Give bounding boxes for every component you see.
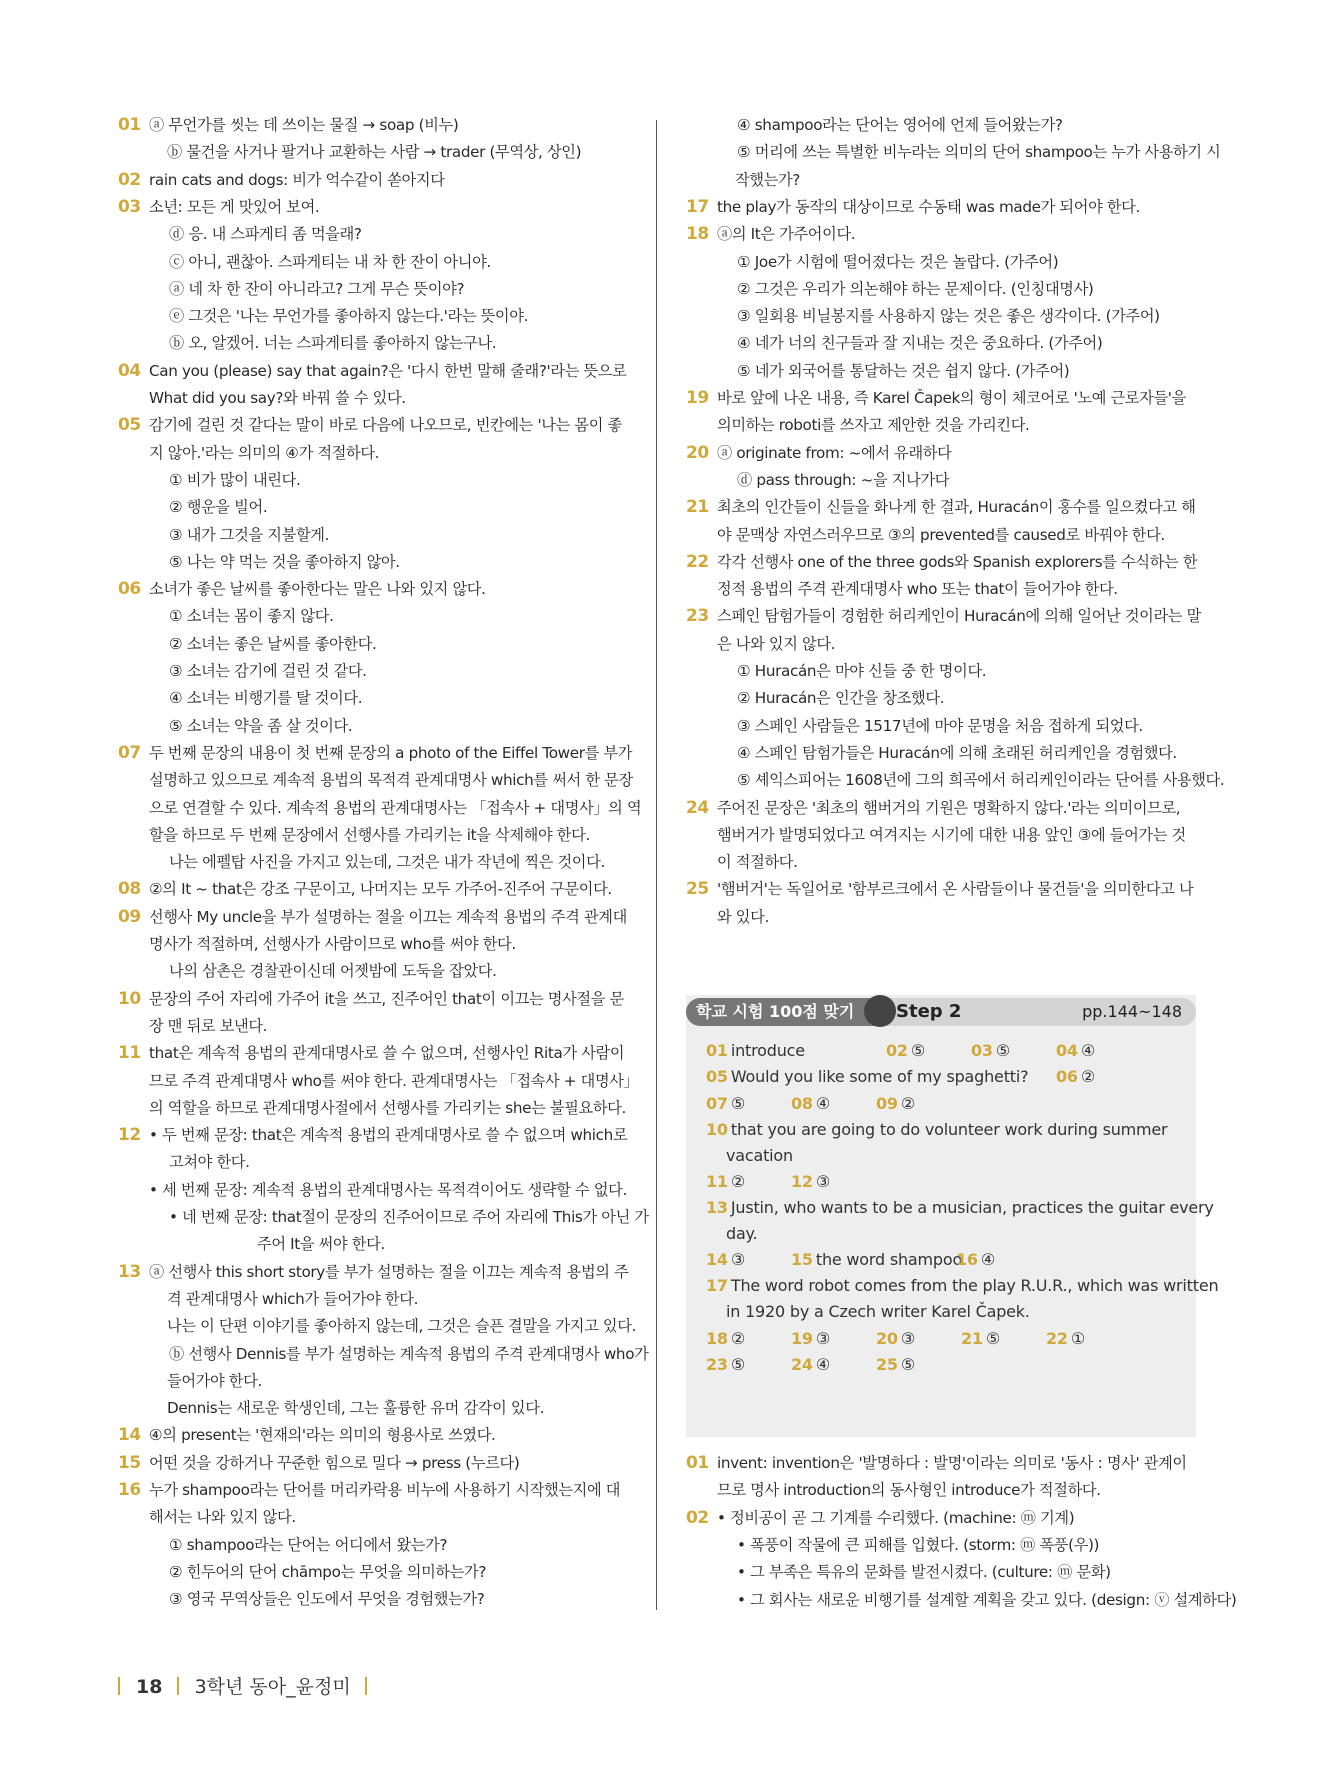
item-text: rain cats and dogs: 비가 억수같이 쏟아지다 (149, 170, 445, 189)
answer-value: ④ (815, 1355, 831, 1374)
item-text: ④ 스페인 탐험가들은 Huracán에 의해 초래된 허리케인을 경험했다. (737, 743, 1177, 762)
answer-value: Justin, who wants to be a musician, practices the guitar every (730, 1198, 1214, 1217)
item-number: 18 (686, 224, 709, 245)
item-number: 09 (118, 906, 141, 927)
item-text: 햄버거가 발명되었다고 여겨지는 시기에 대한 내용 앞인 ③에 들어가는 것 (717, 825, 1186, 844)
item-number: 12 (118, 1125, 141, 1146)
item-text: Can you (please) say that again?은 '다시 한번 말해 줄래?'라는 뜻으로 (149, 361, 627, 380)
item-text: 와 있다. (717, 907, 769, 926)
answer-01 (706, 1037, 805, 1065)
answer-box-tab-dot (864, 995, 896, 1027)
answer-06 (1056, 1063, 1095, 1091)
item-number: 15 (118, 1452, 141, 1473)
item-number: 11 (118, 1043, 141, 1064)
answer-value: ④ (1080, 1041, 1096, 1060)
answer-value: The word robot comes from the play R.U.R., which was written (730, 1276, 1219, 1295)
answer-number: 11 (706, 1172, 728, 1191)
item-text: ① Joe가 시험에 떨어졌다는 것은 놀랍다. (가주어) (737, 252, 1059, 271)
answer-05 (706, 1063, 1028, 1091)
item-number: 07 (118, 742, 141, 763)
answer-number: 03 (971, 1041, 993, 1060)
item-text: 선행사 My uncle을 부가 설명하는 절을 이끄는 계속적 용법의 주격 관계대 (149, 907, 627, 926)
item-text: 바로 앞에 나온 내용, 즉 Karel Čapek의 형이 체코어로 '노예 근로자들'을 (717, 389, 1186, 407)
item-text: 므로 명사 introduction의 동사형인 introduce가 적절하다. (717, 1481, 1101, 1500)
item-text: 주어진 문장은 '최초의 햄버거의 기원은 명확하지 않다.'라는 의미이므로, (717, 798, 1181, 817)
item-text: ③ 내가 그것을 지불할게. (169, 525, 330, 544)
answer-number: 06 (1056, 1067, 1078, 1086)
answer-number: 21 (961, 1329, 983, 1348)
answer-number: 15 (791, 1250, 813, 1269)
answer-value: ④ (815, 1094, 831, 1113)
item-text: 나의 삼촌은 경찰관이신데 어젯밤에 도둑을 잡았다. (169, 962, 497, 981)
item-text: 으로 연결할 수 있다. 계속적 용법의 관계대명사는 「접속사 + 대명사」의 역 (149, 798, 642, 817)
answer-number: 18 (706, 1329, 728, 1348)
item-text: ① 비가 많이 내린다. (169, 470, 301, 489)
item-number: 01 (686, 1453, 709, 1473)
answer-value: ② (900, 1094, 916, 1113)
item-text: 해서는 나와 있지 않다. (149, 1508, 296, 1527)
item-text: 소녀가 좋은 날씨를 좋아한다는 말은 나와 있지 않다. (149, 580, 486, 599)
answer-continuation (726, 1298, 1030, 1326)
answer-value: ⑤ (730, 1094, 746, 1113)
answer-box-tab-label: 학교 시험 100점 맞기 (686, 998, 876, 1026)
item-text: ⓓ pass through: ~을 지나가다 (737, 470, 950, 489)
answer-number: 08 (791, 1094, 813, 1113)
answer-value: in 1920 by a Czech writer Karel Čapek. (726, 1302, 1030, 1321)
answer-value: that you are going to do volunteer work during summer (730, 1120, 1168, 1139)
item-text: 이 적절하다. (717, 853, 798, 872)
item-text: ②의 It ~ that은 강조 구문이고, 나머지는 모두 가주어-진주어 구문이다. (149, 880, 612, 899)
item-number: 24 (686, 797, 709, 818)
answer-07 (706, 1090, 745, 1118)
answer-10 (706, 1116, 1167, 1144)
item-text: 스페인 탐험가들이 경험한 허리케인이 Huracán에 의해 일어난 것이라는 말 (717, 607, 1201, 626)
item-text: ⑤ 머리에 쓰는 특별한 비누라는 의미의 단어 shampoo는 누가 사용하기 시 (737, 143, 1221, 162)
item-text: • 폭풍이 작물에 큰 피해를 입혔다. (storm: ⓜ 폭풍(우)) (737, 1535, 1100, 1554)
answer-value: ⑤ (985, 1329, 1001, 1348)
item-number: 04 (118, 360, 141, 381)
column-divider (656, 120, 657, 1610)
answer-box (686, 995, 1219, 1437)
item-number: 19 (686, 388, 709, 408)
answer-value: ⑤ (730, 1355, 746, 1374)
answer-20 (876, 1325, 915, 1353)
item-number: 23 (686, 606, 709, 627)
item-text: 할을 하므로 두 번째 문장에서 선행사를 가리키는 it을 삭제해야 한다. (149, 825, 590, 844)
item-text: ① Huracán은 마야 신들 중 한 명이다. (737, 662, 987, 680)
answer-17 (706, 1272, 1218, 1300)
item-text: ④ 소녀는 비행기를 탈 것이다. (169, 689, 363, 708)
page-number: 18 (136, 1676, 163, 1698)
item-text: 지 않아.'라는 의미의 ④가 적절하다. (149, 443, 380, 462)
item-number: 06 (118, 579, 141, 600)
item-text: ⓐ 무언가를 씻는 데 쓰이는 물질 → soap (비누) (149, 116, 459, 134)
item-text: ⓑ 선행사 Dennis를 부가 설명하는 계속적 용법의 주격 관계대명사 who가 (169, 1344, 649, 1363)
item-text: ⓔ 그것은 '나는 무언가를 좋아하지 않는다.'라는 뜻이야. (169, 307, 529, 326)
item-text: ⓒ 아니, 괜찮아. 스파게티는 내 차 한 잔이 아니야. (169, 252, 491, 271)
item-text: • 정비공이 곧 그 기계를 수리했다. (machine: ⓜ 기계) (717, 1508, 1075, 1527)
answer-number: 23 (706, 1355, 728, 1374)
item-text: ② 그것은 우리가 의논해야 하는 문제이다. (인칭대명사) (737, 279, 1094, 298)
item-text: • 그 회사는 새로운 비행기를 설계할 계획을 갖고 있다. (design: ⓥ 설계하다) (737, 1590, 1237, 1609)
answer-number: 24 (791, 1355, 813, 1374)
item-number: 14 (118, 1425, 141, 1446)
answer-number: 17 (706, 1276, 728, 1295)
answer-03 (971, 1037, 1010, 1065)
item-text: • 네 번째 문장: that절이 문장의 진주어이므로 주어 자리에 This가 아닌 가 (169, 1208, 649, 1226)
answer-value: ③ (730, 1250, 746, 1269)
item-text: 주어 It을 써야 한다. (257, 1235, 385, 1254)
answer-19 (791, 1325, 830, 1353)
book-title: 3학년 동아_윤정미 (194, 1676, 351, 1698)
item-text: ③ 소녀는 감기에 걸린 것 같다. (169, 662, 367, 680)
item-text: ⓓ 응. 내 스파게티 좀 먹을래? (169, 225, 362, 244)
item-number: 20 (686, 442, 709, 463)
answer-16 (956, 1246, 995, 1274)
item-text: ⓐ 선행사 this short story를 부가 설명하는 절을 이끄는 계속적 용법의 주 (149, 1262, 629, 1281)
item-text: ④ shampoo라는 단어는 영어에 언제 들어왔는가? (737, 116, 1063, 134)
item-text: invent: invention은 '발명하다 : 발명'이라는 의미로 '동사 : 명사' 관계이 (717, 1454, 1187, 1472)
item-text: 두 번째 문장의 내용이 첫 번째 문장의 a photo of the Eiffel Tower를 부가 (149, 743, 633, 762)
page-footer (118, 1672, 367, 1699)
answer-value: vacation (726, 1146, 793, 1165)
answer-number: 19 (791, 1329, 813, 1348)
item-text: 감기에 걸린 것 같다는 말이 바로 다음에 나오므로, 빈칸에는 '나는 몸이 좋 (149, 416, 622, 435)
answer-13 (706, 1194, 1214, 1222)
answer-value: the word shampoo (815, 1250, 963, 1269)
item-text: ① shampoo라는 단어는 어디에서 왔는가? (169, 1535, 448, 1554)
item-text: • 세 번째 문장: 계속적 용법의 관계대명사는 목적격이어도 생략할 수 없다. (149, 1180, 627, 1199)
answer-value: ② (1080, 1067, 1096, 1086)
answer-value: ③ (900, 1329, 916, 1348)
item-text: ② Huracán은 인간을 창조했다. (737, 689, 945, 708)
answer-11 (706, 1168, 745, 1196)
item-number: 10 (118, 988, 141, 1009)
answer-number: 10 (706, 1120, 728, 1139)
answer-09 (876, 1090, 915, 1118)
answer-box-header (686, 995, 1196, 1028)
item-text: 문장의 주어 자리에 가주어 it을 쓰고, 진주어인 that이 이끄는 명사절을 문 (149, 989, 624, 1008)
item-text: 야 문맥상 자연스러우므로 ③의 prevented를 caused로 바꿔야 한다. (717, 525, 1165, 544)
item-text: ⑤ 네가 외국어를 통달하는 것은 쉽지 않다. (가주어) (737, 361, 1070, 380)
answer-15 (791, 1246, 962, 1274)
footer-bar-left (118, 1677, 120, 1695)
answer-number: 25 (876, 1355, 898, 1374)
answer-value: Would you like some of my spaghetti? (730, 1067, 1029, 1086)
item-text: ⓐ originate from: ~에서 유래하다 (717, 443, 952, 462)
answer-22 (1046, 1325, 1085, 1353)
item-text: ③ 일회용 비닐봉지를 사용하지 않는 것은 좋은 생각이다. (가주어) (737, 307, 1160, 326)
answer-value: ① (1070, 1329, 1086, 1348)
answer-number: 09 (876, 1094, 898, 1113)
item-text: 들어가야 한다. (167, 1371, 262, 1390)
answer-number: 02 (886, 1041, 908, 1060)
item-text: ② 힌두어의 단어 chāmpo는 무엇을 의미하는가? (169, 1562, 487, 1581)
item-number: 25 (686, 879, 709, 900)
answer-08 (791, 1090, 830, 1118)
answer-value: ③ (815, 1172, 831, 1191)
item-text: 의미하는 roboti를 쓰자고 제안한 것을 가리킨다. (717, 416, 1030, 435)
answer-value: ⑤ (900, 1355, 916, 1374)
item-text: 설명하고 있으므로 계속적 용법의 목적격 관계대명사 which를 써서 한 문장 (149, 771, 633, 790)
item-text: ⓐ의 It은 가주어이다. (717, 225, 856, 244)
item-text: 장 맨 뒤로 보낸다. (149, 1016, 268, 1035)
item-number: 08 (118, 879, 141, 900)
item-text: ⑤ 소녀는 약을 좀 살 것이다. (169, 716, 353, 735)
item-text: • 그 부족은 특유의 문화를 발전시켰다. (culture: ⓜ 문화) (737, 1563, 1111, 1582)
answer-number: 12 (791, 1172, 813, 1191)
answer-value: ⑤ (995, 1041, 1011, 1060)
item-text: 소년: 모든 게 맛있어 보여. (149, 197, 320, 216)
answer-number: 13 (706, 1198, 728, 1217)
answer-25 (876, 1351, 915, 1379)
answer-24 (791, 1351, 830, 1379)
answer-number: 04 (1056, 1041, 1078, 1060)
item-text: ⑤ 나는 약 먹는 것을 좋아하지 않아. (169, 552, 400, 571)
item-text: ④ 네가 너의 친구들과 잘 지내는 것은 중요하다. (가주어) (737, 334, 1103, 353)
item-text: '햄버거'는 독일어로 '함부르크에서 온 사람들이나 물건들'을 의미한다고 나 (717, 880, 1194, 899)
item-text: ⓑ 물건을 사거나 팔거나 교환하는 사람 → trader (무역상, 상인) (167, 143, 582, 162)
item-text: that은 계속적 용법의 관계대명사로 쓸 수 없으며, 선행사인 Rita가 사람이 (149, 1044, 625, 1063)
item-text: 작했는가? (735, 170, 800, 189)
answer-number: 16 (956, 1250, 978, 1269)
item-number: 05 (118, 415, 141, 436)
item-text: 므로 주격 관계대명사 who를 써야 한다. 관계대명사는 「접속사 + 대명사」 (149, 1071, 639, 1090)
item-text: 나는 이 단편 이야기를 좋아하지 않는데, 그것은 슬픈 결말을 가지고 있다. (167, 1317, 637, 1336)
answer-continuation (726, 1142, 793, 1170)
answer-continuation (726, 1220, 757, 1248)
item-text: ② 소녀는 좋은 날씨를 좋아한다. (169, 634, 377, 653)
answer-value: ③ (815, 1329, 831, 1348)
answer-number: 14 (706, 1250, 728, 1269)
item-number: 13 (118, 1261, 141, 1282)
item-text: What did you say?와 바꿔 쓸 수 있다. (149, 389, 406, 407)
item-text: the play가 동작의 대상이므로 수동태 was made가 되어야 한다. (717, 197, 1140, 216)
item-text: ③ 스페인 사람들은 1517년에 마야 문명을 처음 접하게 되었다. (737, 716, 1143, 735)
item-text: 고쳐야 한다. (169, 1153, 250, 1172)
item-text: ① 소녀는 몸이 좋지 않다. (169, 607, 334, 626)
answer-21 (961, 1325, 1000, 1353)
footer-bar-right (365, 1677, 367, 1695)
answer-number: 07 (706, 1094, 728, 1113)
item-text: 격 관계대명사 which가 들어가야 한다. (167, 1289, 419, 1308)
answer-12 (791, 1168, 830, 1196)
item-text: ④의 present는 '현재의'라는 의미의 형용사로 쓰였다. (149, 1426, 496, 1445)
answer-value: ② (730, 1172, 746, 1191)
item-number: 16 (118, 1480, 141, 1500)
item-text: 명사가 적절하며, 선행사가 사람이므로 who를 써야 한다. (149, 935, 516, 953)
item-text: 누가 shampoo라는 단어를 머리카락용 비누에 사용하기 시작했는지에 대 (149, 1481, 621, 1499)
item-text: ③ 영국 무역상들은 인도에서 무엇을 경험했는가? (169, 1590, 485, 1609)
answer-02 (886, 1037, 925, 1065)
item-text: 정적 용법의 주격 관계대명사 who 또는 that이 들어가야 한다. (717, 580, 1118, 599)
answer-number: 01 (706, 1041, 728, 1060)
answer-18 (706, 1325, 745, 1353)
answer-number: 22 (1046, 1329, 1068, 1348)
item-text: ⓑ 오, 알겠어. 너는 스파게티를 좋아하지 않는구나. (169, 334, 497, 353)
answer-14 (706, 1246, 745, 1274)
item-text: ⑤ 셰익스피어는 1608년에 그의 희곡에서 허리케인이라는 단어를 사용했다. (737, 771, 1225, 790)
answer-number: 20 (876, 1329, 898, 1348)
item-text: ⓐ 네 차 한 잔이 아니라고? 그게 무슨 뜻이야? (169, 279, 465, 298)
footer-bar-mid (177, 1677, 179, 1695)
item-number: 02 (686, 1507, 709, 1528)
answer-value: ⑤ (910, 1041, 926, 1060)
page-range: pp.144~148 (1082, 1002, 1182, 1021)
answer-value: ② (730, 1329, 746, 1348)
answer-number: 05 (706, 1067, 728, 1086)
item-text: 어떤 것을 강하거나 꾸준한 힘으로 밀다 → press (누르다) (149, 1453, 520, 1472)
answer-value: ④ (980, 1250, 996, 1269)
item-number: 22 (686, 551, 709, 572)
item-text: Dennis는 새로운 학생인데, 그는 훌륭한 유머 감각이 있다. (167, 1399, 545, 1418)
item-text: 은 나와 있지 않다. (717, 634, 836, 653)
item-number: 21 (686, 497, 709, 518)
item-number: 02 (118, 169, 141, 190)
item-number: 01 (118, 115, 141, 135)
answer-value: day. (726, 1224, 758, 1243)
answer-value: introduce (730, 1041, 805, 1060)
item-number: 03 (118, 196, 141, 217)
item-number: 17 (686, 196, 709, 217)
item-text: • 두 번째 문장: that은 계속적 용법의 관계대명사로 쓸 수 없으며 which로 (149, 1126, 628, 1145)
item-text: ② 행운을 빌어. (169, 498, 268, 517)
item-text: 각각 선행사 one of the three gods와 Spanish explorers를 수식하는 한 (717, 552, 1198, 571)
item-text: 의 역할을 하므로 관계대명사절에서 선행사를 가리키는 she는 불필요하다. (149, 1098, 626, 1117)
answer-23 (706, 1351, 745, 1379)
item-text: 최초의 인간들이 신들을 화나게 한 결과, Huracán이 홍수를 일으켰다고 해 (717, 498, 1196, 517)
step-label: Step 2 (896, 1001, 962, 1022)
answer-04 (1056, 1037, 1095, 1065)
item-text: 나는 에펠탑 사진을 가지고 있는데, 그것은 내가 작년에 찍은 것이다. (169, 853, 605, 872)
